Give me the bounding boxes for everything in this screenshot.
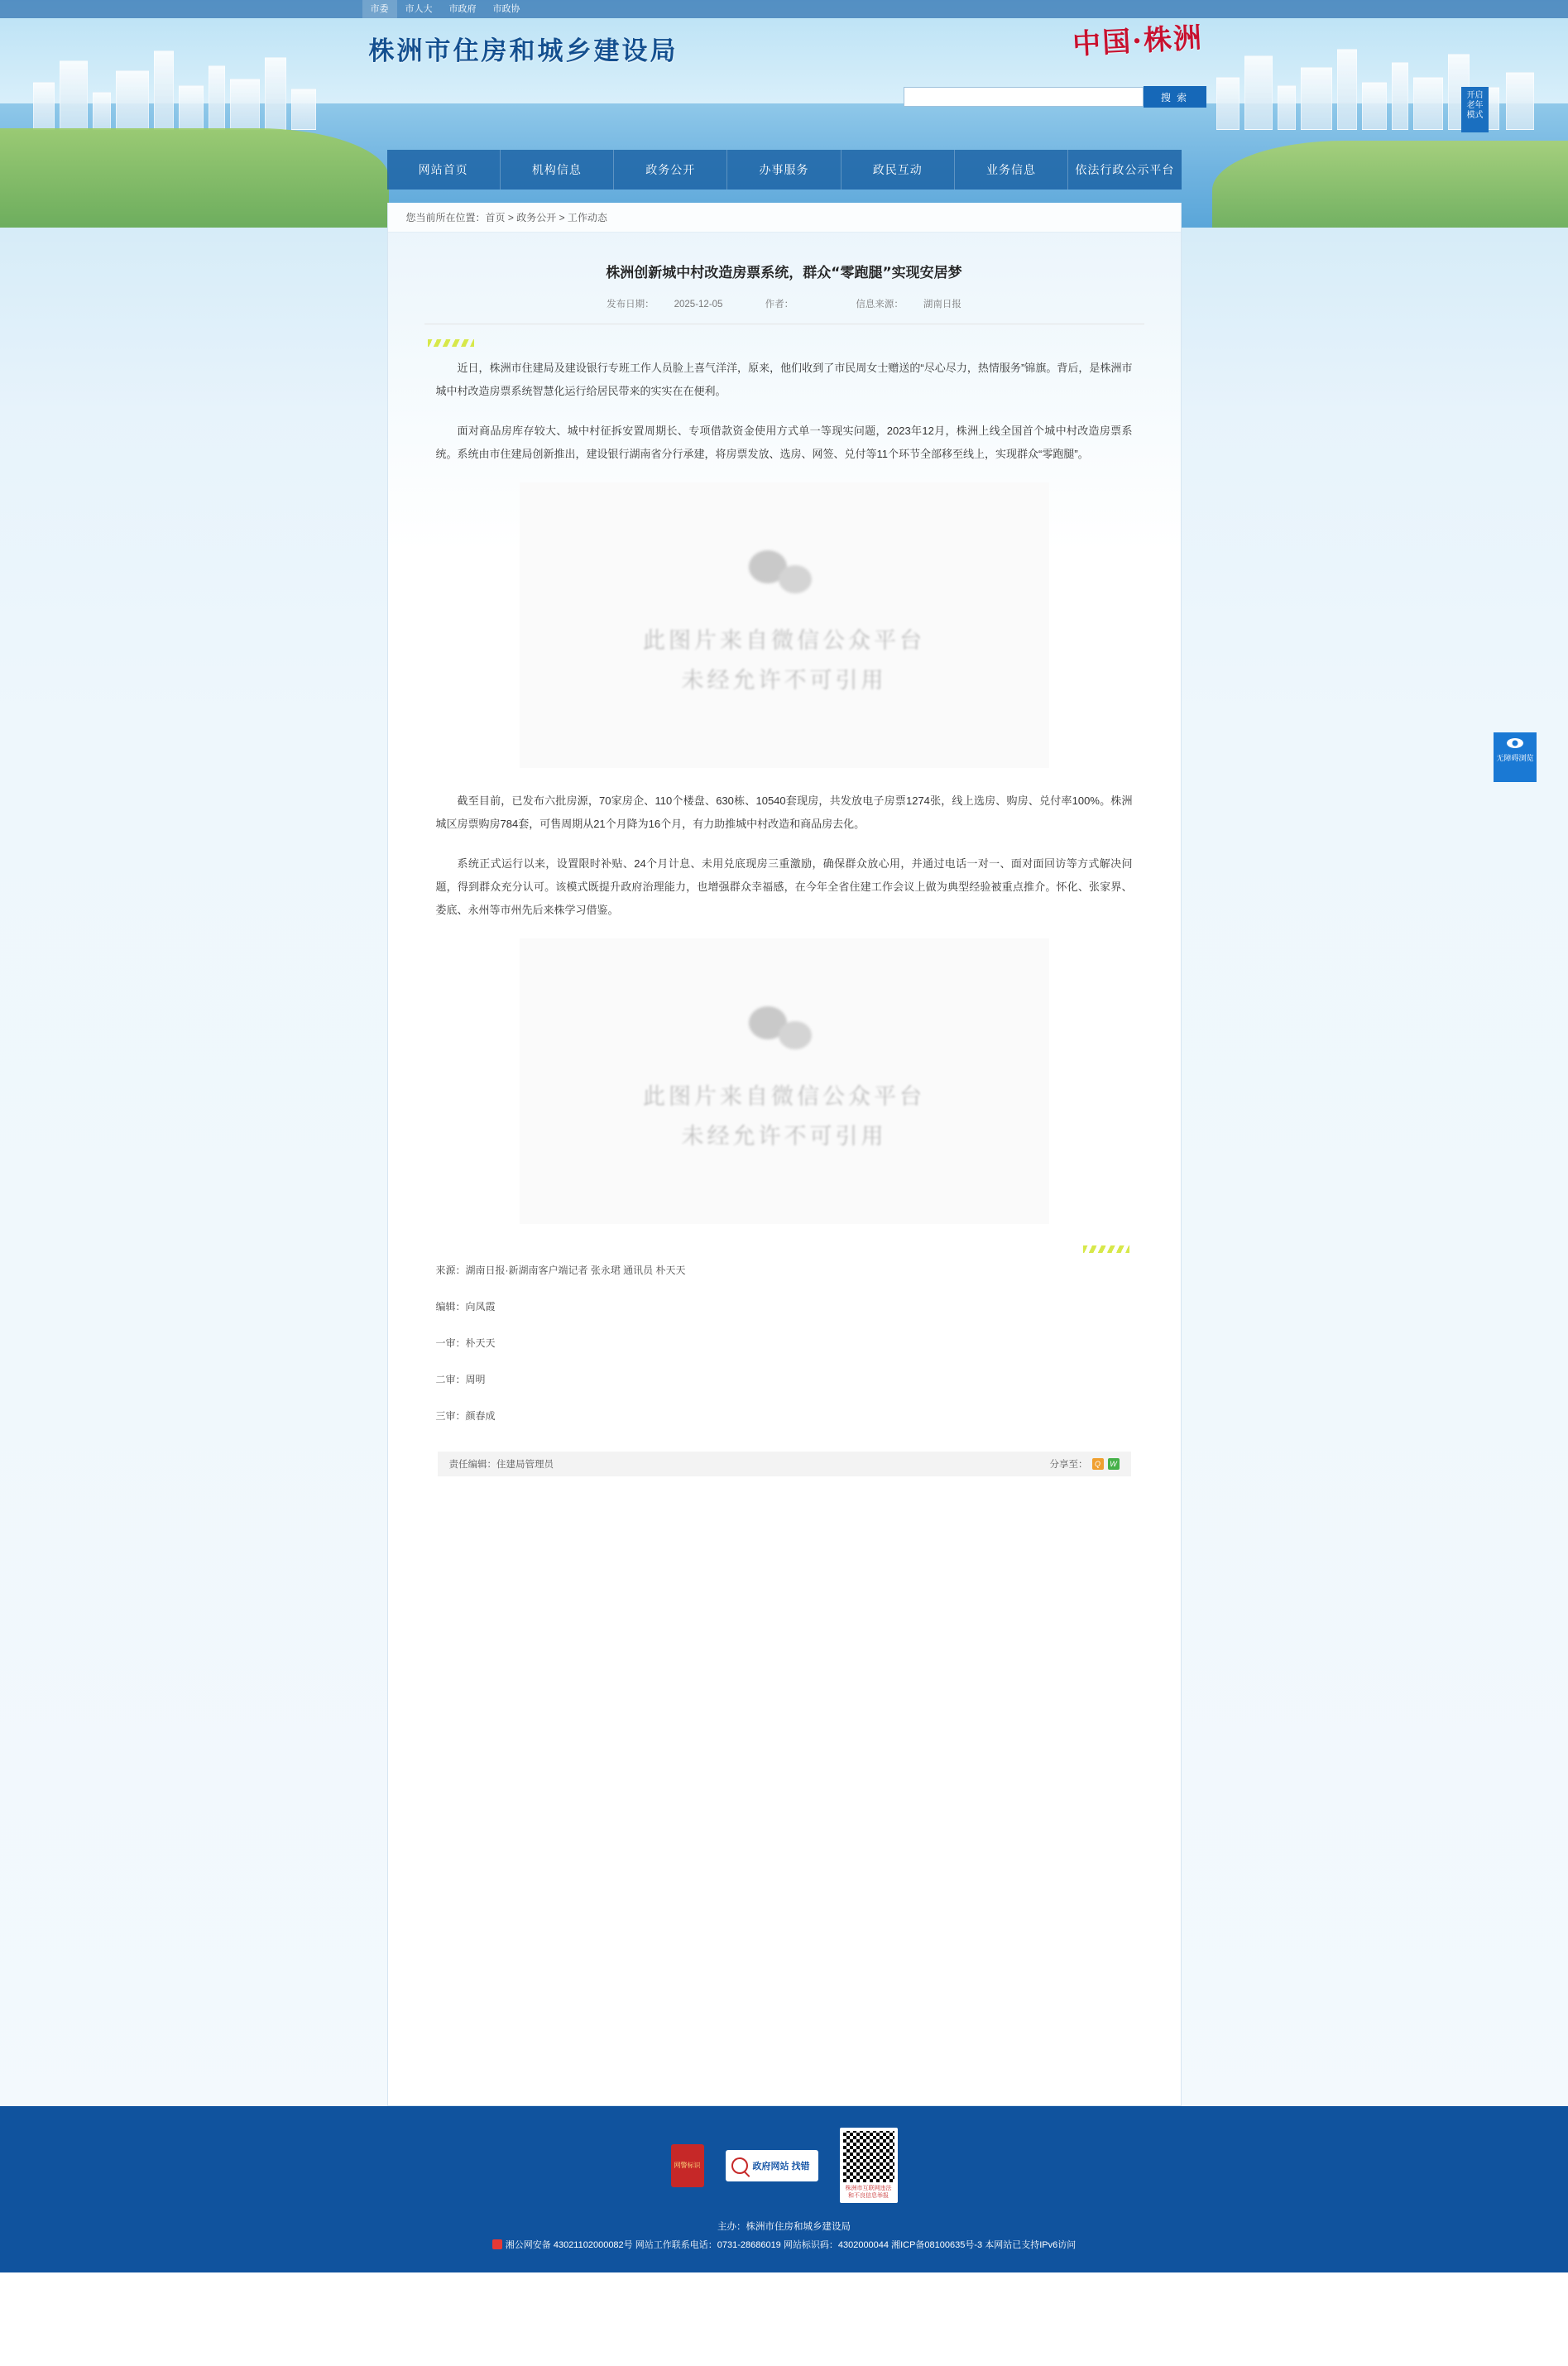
topbar-item-3[interactable]: 市政协 <box>492 4 520 14</box>
credit-editor: 编辑：向凤霞 <box>435 1301 496 1313</box>
article-credits <box>424 1253 1144 1428</box>
qq-share-icon[interactable]: Q <box>1092 1458 1104 1470</box>
magnifier-icon <box>731 2157 748 2174</box>
search-button[interactable]: 搜 索 <box>1144 86 1206 108</box>
site-banner <box>0 0 1568 228</box>
footer-host-line: 主办：株洲市住房和城乡建设局 <box>717 2222 851 2232</box>
eye-icon <box>1507 738 1523 748</box>
article-paragraph-3: 截至目前，已发布六批房源，70家房企、110个楼盘、630栋、10540套现房，共发放电子房票1274张，线上选房、购房、兑付率100%。株洲城区房票购房784套，可售周期从21个月降为16个月，有力助推城中村改造和商品房去化。 <box>435 794 1133 830</box>
credit-source: 来源：湖南日报·新湖南客户端记者 张永珺 通讯员 朴天天 <box>435 1265 686 1276</box>
nav-item-business-info[interactable]: 业务信息 <box>955 150 1068 190</box>
article-title: 株洲创新城中村改造房票系统，群众“零跑腿”实现安居梦 <box>606 265 962 281</box>
article-body <box>424 348 1144 1253</box>
source: 信息来源： 湖南日报 <box>856 300 961 310</box>
wechat-share-icon[interactable]: W <box>1108 1458 1120 1470</box>
footer-badges <box>0 2128 1568 2203</box>
wechat-bubble-icon-2 <box>749 1006 820 1056</box>
publish-date: 发布日期： 2025-12-05 <box>607 300 723 310</box>
site-footer <box>0 2106 1568 2272</box>
topbar-item-0[interactable]: 市委 <box>362 0 397 18</box>
banner-green-right <box>1212 141 1568 228</box>
breadcrumb-sep-1: > <box>505 212 517 223</box>
accessibility-float-button[interactable] <box>1494 732 1537 782</box>
search-row <box>362 86 1206 108</box>
author: 作者： <box>765 300 794 310</box>
nav-item-org-info[interactable]: 机构信息 <box>501 150 614 190</box>
share-label: 分享至： <box>1049 1460 1088 1470</box>
gov-site-check-badge[interactable] <box>726 2150 818 2181</box>
main-nav <box>387 150 1182 190</box>
header-logo-row <box>362 21 1206 74</box>
decoration-stripe-top <box>428 339 474 347</box>
breadcrumb-item-work-news[interactable]: 工作动态 <box>567 212 607 223</box>
article-paragraph-1: 近日，株洲市住建局及建设银行专班工作人员脸上喜气洋洋，原来，他们收到了市民周女士赠送的“尽心尽力，热情服务”锦旗。背后，是株洲市城中村改造房票系统智慧化运行给居民带来的实实在在便利。 <box>435 362 1133 397</box>
wechat-placeholder-image-1 <box>520 482 1049 768</box>
article-paragraph-4: 系统正式运行以来，设置限时补贴、24个月计息、未用兑底现房三重激励，确保群众放心用，并通过电话一对一、面对面回访等方式解决问题，得到群众充分认可。该模式既提升政府治理能力，也增强群众幸福感，在今年全省住建工作会议上做为典型经验被重点推介。怀化、张家界、娄底、永州等市州先后来株学习借鉴。 <box>435 857 1133 916</box>
police-badge-icon[interactable] <box>671 2144 704 2187</box>
site-title: 株洲市住房和城乡建设局 <box>368 36 679 66</box>
footer-record-line: 湘公网安备 43021102000082号 网站工作联系电话：0731-28686019 网站标识码：4302000044 湘ICP备08100635号-3 本网站已支持IPv6访问 <box>0 2236 1568 2254</box>
watermark-line-3: 此图片来自微信公众平台 <box>643 1083 925 1110</box>
nav-item-gov-open[interactable]: 政务公开 <box>614 150 727 190</box>
credit-review-1: 一审：朴天天 <box>435 1337 496 1349</box>
qr-code-icon <box>843 2131 894 2182</box>
police-record-icon <box>492 2239 502 2249</box>
credit-review-2: 二审：周明 <box>435 1374 486 1385</box>
wechat-placeholder-image-2 <box>520 938 1049 1224</box>
elderly-mode-button[interactable]: 开启老年模式 <box>1461 87 1489 132</box>
article <box>388 233 1181 1476</box>
breadcrumb-item-gov-open[interactable]: 政务公开 <box>516 212 557 223</box>
watermark-line-4: 未经允许不可引用 <box>681 1123 887 1149</box>
wechat-bubble-icon <box>749 550 820 600</box>
article-paragraph-2: 面对商品房库存较大、城中村征拆安置周期长、专项借款资金使用方式单一等现实问题，2023年12月，株洲上线全国首个城中村改造房票系统。系统由市住建局创新推出，建设银行湖南省分行承建，将房票发放、选房、网签、兑付等11个环节全部移至线上，实现群众“零跑腿”。 <box>435 425 1133 460</box>
article-meta <box>424 297 1144 324</box>
topbar-item-1[interactable]: 市人大 <box>405 4 433 14</box>
banner-green-left <box>0 128 389 228</box>
report-qr-badge[interactable] <box>840 2128 898 2203</box>
report-qr-caption: 株洲市互联网违法和不良信息举报 <box>845 2186 892 2199</box>
nav-item-interaction[interactable]: 政民互动 <box>842 150 955 190</box>
watermark-line-2: 未经允许不可引用 <box>681 667 887 693</box>
police-badge-label: 网警标识 <box>674 2162 701 2169</box>
breadcrumb-prefix: 您当前所在位置： <box>405 212 486 223</box>
breadcrumb-sep-2: > <box>556 212 568 223</box>
article-footer-bar <box>438 1452 1131 1476</box>
decoration-stripe-bottom <box>1083 1245 1129 1253</box>
search-input[interactable] <box>904 87 1144 107</box>
gov-site-check-label: 政府网站 找错 <box>752 2161 810 2172</box>
nav-item-law-platform[interactable]: 依法行政公示平台 <box>1075 163 1175 176</box>
responsible-editor: 责任编辑：住建局管理员 <box>448 1460 554 1470</box>
nav-item-home[interactable]: 网站首页 <box>387 150 501 190</box>
watermark-line-1: 此图片来自微信公众平台 <box>643 627 925 654</box>
breadcrumb <box>388 203 1181 233</box>
credit-review-3: 三审：颜春成 <box>435 1410 496 1422</box>
top-government-bar <box>0 0 1568 18</box>
accessibility-float-label: 无障碍浏览 <box>1496 754 1534 762</box>
topbar-item-2[interactable]: 市政府 <box>448 4 477 14</box>
breadcrumb-item-home[interactable]: 首页 <box>485 212 506 223</box>
share-group <box>1050 1457 1120 1471</box>
content-panel <box>387 203 1182 2106</box>
zhuzhou-brand-logo: 中国·株洲 <box>1071 21 1204 62</box>
nav-item-services[interactable]: 办事服务 <box>727 150 841 190</box>
